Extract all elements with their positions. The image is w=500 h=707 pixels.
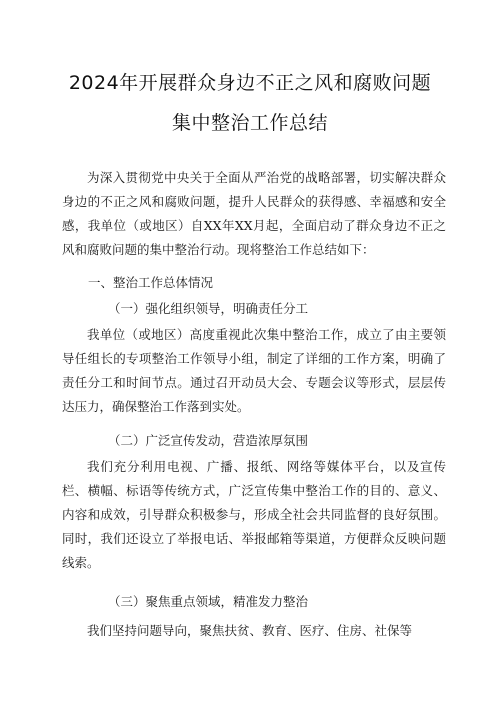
subsection-heading-2: （二）广泛宣传发动，营造浓厚氛围 bbox=[108, 433, 309, 448]
document-title-line2: 集中整治工作总结 bbox=[171, 112, 328, 134]
section-heading-1: 一、整治工作总体情况 bbox=[88, 275, 214, 290]
subsection-heading-3: （三）聚焦重点领域，精准发力整治 bbox=[108, 594, 309, 609]
document-title-line1: 2024年开展群众身边不正之风和腐败问题 bbox=[68, 72, 432, 94]
subsection-heading-1: （一）强化组织领导，明确责任分工 bbox=[108, 301, 309, 316]
subsection-1-paragraph: 我单位（或地区）高度重视此次集中整治工作，成立了由主要领导任组长的专项整治工作领导小组，制定了详细的工作方案，明确了责任分工和时间节点。通过召开动员大会、专题会议等形式，层层传达压力，确保整治工作落到实处。 bbox=[62, 327, 446, 414]
subsection-2-paragraph: 我们充分利用电视、广播、报纸、网络等媒体平台，以及宣传栏、横幅、标语等传统方式，广泛宣传集中整治工作的目的、意义、内容和成效，引导群众积极参与，形成全社会共同监督的良好氛围。同时，我们还设立了举报电话、举报邮箱等渠道，方便群众反映问题线索。 bbox=[62, 459, 446, 570]
intro-paragraph: 为深入贯彻党中央关于全面从严治党的战略部署，切实解决群众身边的不正之风和腐败问题，提升人民群众的获得感、幸福感和安全感，我单位（或地区）自XX年XX月起，全面启动了群众身边不正之风和腐败问题的集中整治行动。现将整治工作总结如下： bbox=[62, 170, 446, 257]
subsection-3-paragraph: 我们坚持问题导向，聚焦扶贫、教育、医疗、住房、社保等 bbox=[87, 623, 413, 638]
